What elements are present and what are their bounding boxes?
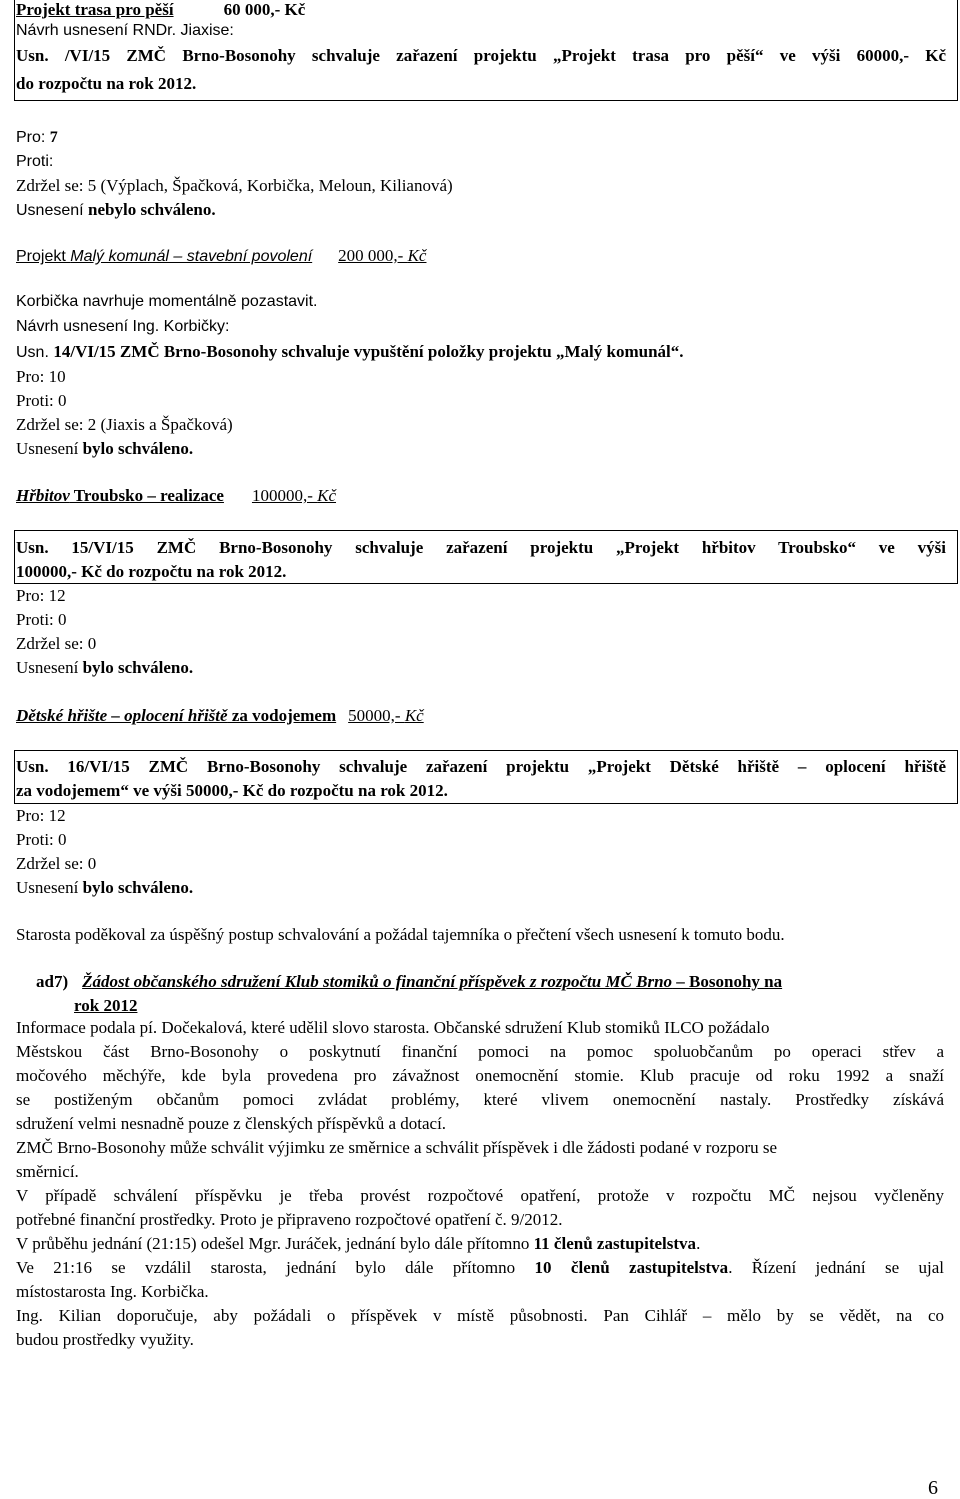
vote1-pro-value: 7 [49,129,58,146]
ad7-kilian-line1: Ing. Kilian doporučuje, aby požádali o příspěvek v místě působnosti. Pan Cihlář – mělo by se vědět, na co [16,1306,944,1325]
vote1-proti: Proti: [16,153,54,170]
hriste-pro: Pro: 12 [16,806,66,825]
ad7-line-9: potřebné finanční prostředky. Proto je připraveno rozpočtové opatření č. 9/2012. [16,1210,563,1229]
proposal-jiaxis: Návrh usnesení RNDr. Jiaxise: [16,22,234,39]
hriste-resolution-line2: za vodojemem“ ve výši 50000,- Kč do rozpočtu na rok 2012. [16,781,448,800]
ad7-label: ad7) [36,972,69,991]
hrbitov-resolution-line1: Usn. 15/VI/15 ZMČ Brno-Bosonohy schvaluje zařazení projektu „Projekt hřbitov Troubsko“ ve výši [16,538,946,557]
ad7-attendance-2-text: Ve 21:16 se vzdálil starosta, jednání bylo dále přítomno [16,1258,535,1277]
ad7-heading-title: Žádost občanského sdružení Klub stomiků o finanční příspěvek z rozpočtu MČ Brno [82,972,673,991]
ad7-attendance-1-end: . [696,1234,701,1253]
project-hrbitov-amount: 100000,- [251,486,318,505]
ad7-attendance-1 [16,1234,700,1254]
page-number: 6 [928,1477,938,1499]
project-hriste-subtitle: za vodojemem [227,706,337,725]
project-komunal-heading [16,246,426,267]
project-komunal-title: Malý komunál – stavební povolení [70,248,313,265]
vote1-result-prefix: Usnesení [16,202,89,219]
ad7-attendance-2 [16,1258,944,1278]
project-hrbitov-heading [16,486,336,506]
project-hriste-currency: Kč [404,706,424,725]
hrbitov-result-prefix: Usnesení [16,658,83,677]
ad7-heading [36,972,944,992]
ad7-line-2: Městskou část Brno-Bosonohy o poskytnutí finanční pomoci na pomoc spoluobčanům po operaci střev a [16,1042,944,1061]
starosta-thanks: Starosta poděkoval za úspěšný postup schvalování a požádal tajemníka o přečtení všech usnesení k tomuto bodu. [16,925,785,944]
vote1-pro-label: Pro: [16,129,46,146]
komunal-result-prefix: Usnesení [16,439,83,458]
komunal-zdrzel: Zdržel se: 2 (Jiaxis a Špačková) [16,415,233,434]
komunal-resolution [16,342,684,363]
hrbitov-zdrzel: Zdržel se: 0 [16,634,97,653]
hrbitov-pro: Pro: 12 [16,586,66,605]
project-komunal-currency: Kč [407,246,427,265]
ad7-heading-year: rok 2012 [74,996,138,1015]
ad7-attendance-1-text: V průběhu jednání (21:15) odešel Mgr. Juráček, jednání bylo dále přítomno [16,1234,534,1253]
project-hrbitov-title: Hřbitov [16,486,70,505]
komunal-proti: Proti: 0 [16,391,67,410]
ad7-line-4: se postiženým občanům pomoci zvládat problémy, které vlivem onemocnění nastaly. Prostředky získává [16,1090,944,1109]
hriste-resolution-line1: Usn. 16/VI/15 ZMČ Brno-Bosonohy schvaluje zařazení projektu „Projekt Dětské hřiště – oplocení hřiště [16,757,946,776]
project-hriste-title: Dětské hřište – oplocení hřiště [16,706,228,725]
ad7-heading-rest: – Bosonohy na [672,972,783,991]
hrbitov-proti: Proti: 0 [16,610,67,629]
project-komunal-amount: 200 000,- [338,246,408,265]
komunal-proposal: Návrh usnesení Ing. Korbičky: [16,318,230,335]
ad7-line-7: směrnicí. [16,1162,79,1181]
ad7-kilian-line2: budou prostředky využity. [16,1330,194,1349]
komunal-result-status: bylo schváleno. [82,439,194,458]
resolution-trasa-line2: do rozpočtu na rok 2012. [16,74,197,93]
komunal-resolution-prefix: Usn. [16,344,54,361]
vote1-zdrzel: Zdržel se: 5 (Výplach, Špačková, Korbička, Meloun, Kilianová) [16,176,453,195]
project-trasa-amount: 60 000,- Kč [223,0,306,19]
hrbitov-resolution-line2: 100000,- Kč do rozpočtu na rok 2012. [16,562,287,581]
project-trasa-name: Projekt trasa pro pěší [16,0,174,19]
project-hrbitov-subtitle: Troubsko – realizace [69,486,224,505]
hriste-result-prefix: Usnesení [16,878,83,897]
ad7-attendance-2-line2: místostarosta Ing. Korbička. [16,1282,209,1301]
hriste-result [16,878,193,898]
hriste-zdrzel: Zdržel se: 0 [16,854,97,873]
vote1-pro [16,128,58,148]
komunal-resolution-text: 14/VI/15 ZMČ Brno-Bosonohy schvaluje vypuštění položky projektu „Malý komunál“. [53,342,684,361]
project-hrbitov-currency: Kč [317,486,337,505]
ad7-line-6: ZMČ Brno-Bosonohy může schválit výjimku ze směrnice a schválit příspěvek i dle žádosti podané v rozporu se [16,1138,778,1157]
vote1-result-status: nebylo schváleno. [88,200,216,219]
ad7-line-8: V případě schválení příspěvku je třeba provést rozpočtové opatření, protože v rozpočtu MČ nejsou vyčleněny [16,1186,944,1205]
ad7-line-5: sdružení velmi nesnadně pouze z členských příspěvků a dotací. [16,1114,447,1133]
hriste-result-status: bylo schváleno. [82,878,194,897]
komunal-pro: Pro: 10 [16,367,66,386]
komunal-result [16,439,193,459]
ad7-attendance-2-count: 10 členů zastupitelstva [534,1258,729,1277]
hrbitov-result [16,658,193,678]
hrbitov-result-status: bylo schváleno. [82,658,194,677]
project-hriste-heading [16,706,424,726]
komunal-note: Korbička navrhuje momentálně pozastavit. [16,293,318,310]
project-komunal-prefix: Projekt [16,248,71,265]
ad7-line-1: Informace podala pí. Dočekalová, které udělil slovo starosta. Občanské sdružení Klub stomiků ILCO požádalo [16,1018,770,1037]
project-trasa-heading [16,0,305,20]
project-hriste-amount: 50000,- [348,706,405,725]
resolution-trasa-line1: Usn. /VI/15 ZMČ Brno-Bosonohy schvaluje zařazení projektu „Projekt trasa pro pěší“ ve výši 60000,- Kč [16,46,946,65]
vote1-result [16,200,216,221]
hriste-proti: Proti: 0 [16,830,67,849]
ad7-attendance-2-rest: . Řízení jednání se ujal [728,1258,944,1277]
ad7-attendance-1-count: 11 členů zastupitelstva [533,1234,697,1253]
ad7-line-3: močového měchýře, kde byla provedena pro závažnost onemocnění stomie. Klub pracuje od roku 1992 a snaží [16,1066,944,1085]
